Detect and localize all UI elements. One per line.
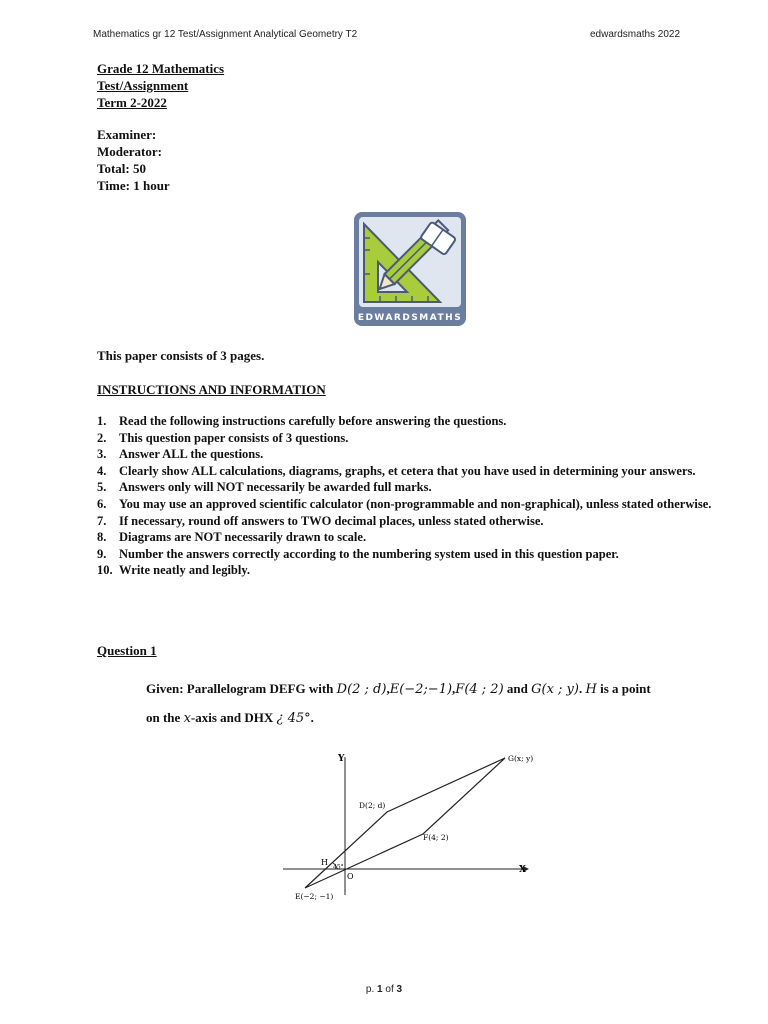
instruction-number: 2. (97, 430, 107, 445)
point-h: H (585, 682, 597, 697)
line2-mid: -axis and DHX (190, 710, 277, 725)
period: . (310, 710, 314, 725)
footer-page-total: 3 (396, 984, 403, 995)
is-a-point: is a point (596, 681, 651, 696)
y-axis-label: Y (338, 754, 345, 764)
instruction-number: 3. (97, 447, 107, 462)
instruction-text: Answer ALL the questions. (119, 447, 264, 462)
parallelogram-diagram (283, 745, 543, 905)
instructions-list (97, 413, 717, 579)
instruction-item (97, 562, 717, 579)
edwardsmaths-logo (352, 210, 468, 328)
origin-label: O (347, 872, 354, 881)
instruction-text: Number the answers correctly according to the numbering system used in this question paper. (119, 546, 619, 561)
moderator-label: Moderator: (97, 144, 162, 159)
exam-meta (97, 126, 170, 194)
point-d: D(2 ; d) (336, 682, 387, 697)
instruction-number: 9. (97, 546, 107, 561)
angle-value: ¿ 45° (276, 711, 311, 726)
instruction-item (97, 413, 717, 430)
instruction-number: 7. (97, 513, 107, 528)
footer-page-number: 1 (377, 984, 383, 995)
instruction-item (97, 463, 717, 480)
instruction-item (97, 446, 717, 463)
given-line-2 (146, 704, 706, 733)
instruction-number: 5. (97, 480, 107, 495)
instruction-number: 10. (97, 563, 113, 578)
page-count-note: This paper consists of 3 pages. (97, 348, 265, 363)
point-f: F(4 ; 2) (455, 682, 504, 697)
line2-prefix: on the (146, 710, 184, 725)
document-title (97, 60, 224, 111)
instruction-text: Read the following instructions carefully before answering the questions. (119, 414, 507, 428)
angle-label: 45° (333, 864, 344, 871)
footer-prefix: p. (365, 984, 378, 995)
running-header-title: Mathematics gr 12 Test/Assignment Analytical Geometry T2 (93, 29, 358, 40)
instruction-item (97, 430, 717, 447)
total-marks: Total: 50 (97, 161, 146, 176)
question-1-heading: Question 1 (97, 643, 157, 658)
point-f-label: F(4; 2) (423, 833, 449, 842)
and-word: and (503, 681, 532, 696)
x-variable: x (183, 711, 191, 726)
question-1-given (146, 675, 706, 733)
instruction-item (97, 513, 717, 530)
instruction-number: 8. (97, 530, 107, 545)
instruction-text: Diagrams are NOT necessarily drawn to scale. (119, 530, 367, 545)
examiner-label: Examiner: (97, 127, 157, 142)
instruction-text: This question paper consists of 3 questions. (119, 430, 349, 445)
instruction-text: You may use an approved scientific calculator (non-programmable and non-graphical), unless stated otherwise. (119, 496, 712, 511)
given-prefix: Given: Parallelogram DEFG with (146, 681, 337, 696)
point-d-label: D(2; d) (359, 801, 386, 810)
time-allowed: Time: 1 hour (97, 178, 170, 193)
footer-of: of (382, 984, 397, 995)
point-g: G(x ; y) (531, 682, 579, 697)
title-line-type: Test/Assignment (97, 78, 189, 93)
x-axis-label: X (519, 865, 526, 875)
title-line-term: Term 2-2022 (97, 95, 167, 110)
instruction-number: 6. (97, 496, 107, 511)
instruction-text: Clearly show ALL calculations, diagrams, graphs, et cetera that you have used in determining your answers. (119, 463, 696, 478)
point-e: E(−2;−1) (389, 682, 453, 697)
given-line-1: Given: Parallelogram DEFG with D(2 ; d),E(−2;−1),F(4 ; 2) and G(x ; y). H is a point (146, 681, 651, 697)
instruction-item (97, 529, 717, 546)
title-line-grade: Grade 12 Mathematics (97, 61, 225, 76)
instruction-item (97, 479, 717, 496)
point-e-label: E(−2; −1) (295, 892, 334, 901)
logo-text: EDWARDSMATHS (357, 313, 463, 323)
instructions-heading: INSTRUCTIONS AND INFORMATION (97, 382, 326, 397)
instruction-item (97, 546, 717, 563)
instruction-text: Answers only will NOT necessarily be awarded full marks. (119, 480, 432, 495)
point-h-label: H (321, 858, 328, 867)
point-g-label: G(x; y) (508, 754, 534, 763)
instruction-text: Write neatly and legibly. (119, 563, 251, 578)
running-header-brand: edwardsmaths 2022 (590, 29, 681, 40)
instruction-text: If necessary, round off answers to TWO decimal places, unless stated otherwise. (119, 513, 544, 528)
page-footer (0, 984, 768, 995)
instruction-item (97, 496, 717, 513)
instruction-number: 1. (97, 414, 107, 428)
instruction-number: 4. (97, 463, 107, 478)
